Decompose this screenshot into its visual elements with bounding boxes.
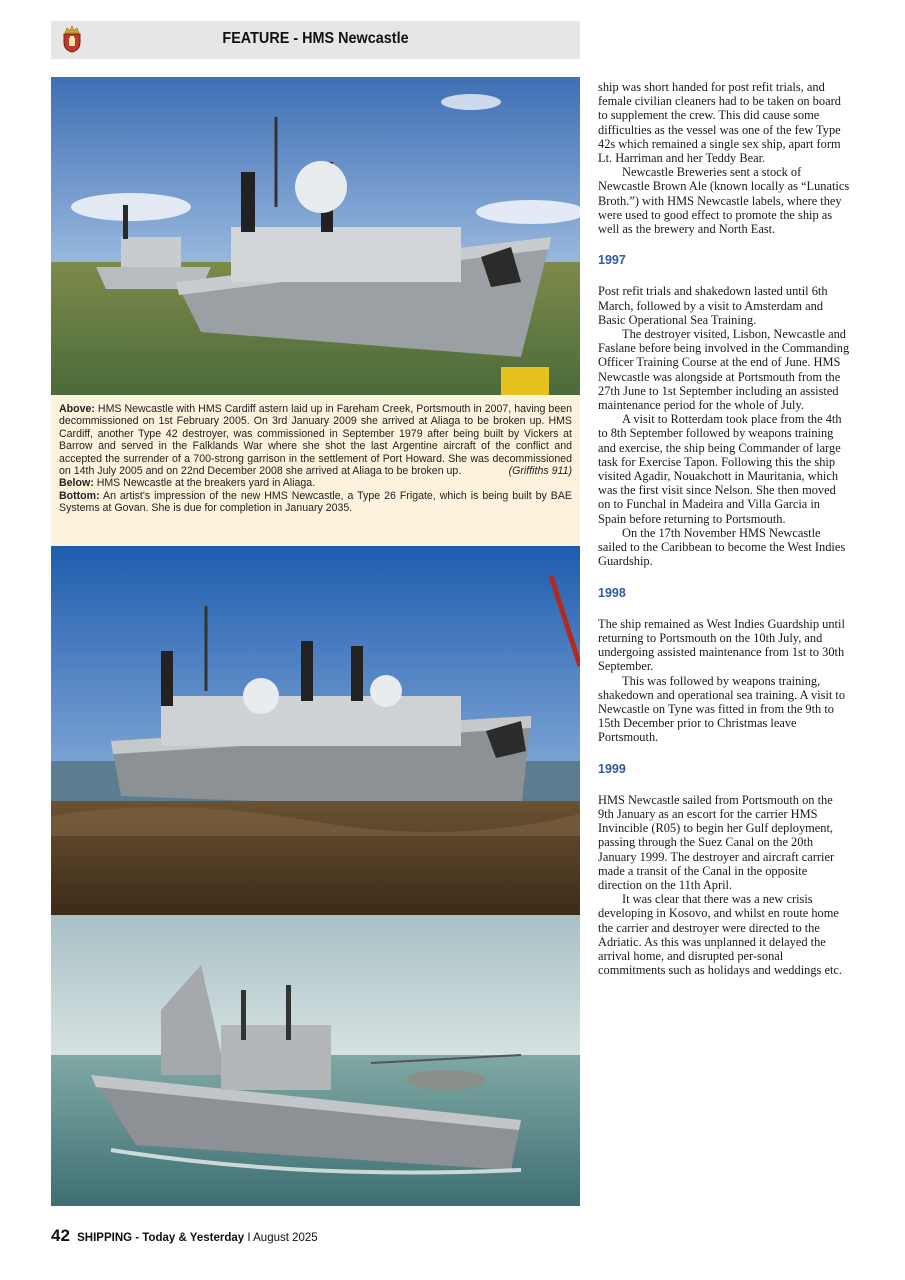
publication-name: SHIPPING - Today & Yesterday [77, 1232, 245, 1244]
paragraph: On the 17th November HMS Newcastle sailed to the Caribbean to become the West Indies Guardship. [598, 525, 846, 569]
article-column [598, 80, 850, 977]
paragraph: The ship remained as West Indies Guardship until returning to Portsmouth on the 10th July, and undergoing assisted maintenance from 1st to 30th September. [598, 616, 845, 674]
caption-bottom-label: Bottom: [59, 489, 100, 502]
caption-bottom-text: An artist's impression of the new HMS Newcastle, a Type 26 Frigate, which is being built by BAE Systems at Govan. She is due for completion in January 2035. [59, 489, 573, 515]
photo-type26-frigate [51, 915, 580, 1206]
caption-below-text: HMS Newcastle at the breakers yard in Aliaga. [96, 477, 316, 490]
footer-separator: I [247, 1232, 251, 1244]
caption-below-label: Below: [59, 477, 94, 490]
photo-caption [51, 395, 580, 546]
paragraph: Post refit trials and shakedown lasted until 6th March, followed by a visit to Amsterdam and Basic Operational Sea Training. [598, 284, 828, 327]
paragraph: Newcastle Breweries sent a stock of Newcastle Brown Ale (known locally as “Lunatics Broth.”) with HMS Newcastle labels, where they were used to good effect to promote the ship as well as the brewery and North East. [598, 165, 850, 237]
page-number: 42 [51, 1226, 70, 1245]
caption-above-text: HMS Newcastle with HMS Cardiff astern laid up in Fareham Creek, Portsmouth in 2007, having been decommissioned on 1st February 2005. On 3rd January 2009 she arrived at Aliaga to be broken up. HMS Cardiff, another Type 42 destroyer, was commissioned in September 1979 after being built by Vickers at Barrow and served in the Falklands War where she shot the last Argentine aircraft of the conflict and accepted the surrender of a 700-strong garrison in the settlement of Port Howard. She was decommissioned on 14th July 2005 and on 22nd December 2008 she arrived at Aliaga to be broken up. [59, 403, 572, 478]
paragraph: HMS Newcastle sailed from Portsmouth on the 9th January as an escort for the carrier HMS Invincible (R05) to begin her Gulf deployment, passing through the Suez Canal on the 20th January 1999. The destroyer and aircraft carrier made a transit of the Canal in the opposite direction on the 11th April. [598, 792, 835, 892]
page-header [51, 21, 580, 59]
caption-above-label: Above: [59, 403, 95, 415]
page-title: FEATURE - HMS Newcastle [222, 30, 409, 47]
paragraph: ship was short handed for post refit trials, and female civilian cleaners had to be taken on board to supplement the crew. This did cause some difficulties as the vessel was one of the few Type 42s which remained a single sex ship, apart form Lt. Harriman and her Teddy Bear. [598, 80, 841, 166]
paragraph: This was followed by weapons training, shakedown and operational sea training. A visit to Newcastle on Tyne was fitted in from the 9th to 15th December prior to Christmas leave Portsmouth. [598, 673, 846, 745]
page-footer [51, 1226, 318, 1246]
section-heading-1999: 1999 [598, 761, 626, 776]
section-heading-1997: 1997 [598, 253, 626, 268]
photo-aliaga-breakers [51, 546, 580, 915]
paragraph: The destroyer visited, Lisbon, Newcastle and Faslane before being involved in the Commanding Officer Training Course at the end of June. HMS Newcastle was alongside at Portsmouth from the 27th June to 1st September including an assisted maintenance period for the whole of July. [598, 327, 850, 413]
photo-fareham-creek [51, 77, 580, 395]
photo-credit: (Griffiths 911) [508, 465, 572, 478]
paragraph: A visit to Rotterdam took place from the 4th to 8th September followed by weapons training and exercise, the ship being Commander of large task for Exercise Tapon. Following this the ship visited Agadir, Nouakchott in Mauritania, which was the first visit since Nelson. She then moved on to Funchal in Madeira and Villa Garcia in Spain before returning to Portsmouth. [598, 412, 842, 526]
issue-date: August 2025 [253, 1232, 318, 1244]
paragraph: It was clear that there was a new crisis developing in Kosovo, and whilst en route home the carrier and destroyer were directed to the Adriatic. As this was unplanned it delayed the arrival home, and disrupted per-sonal commitments such as holidays and weddings etc. [598, 892, 842, 978]
section-heading-1998: 1998 [598, 585, 626, 600]
